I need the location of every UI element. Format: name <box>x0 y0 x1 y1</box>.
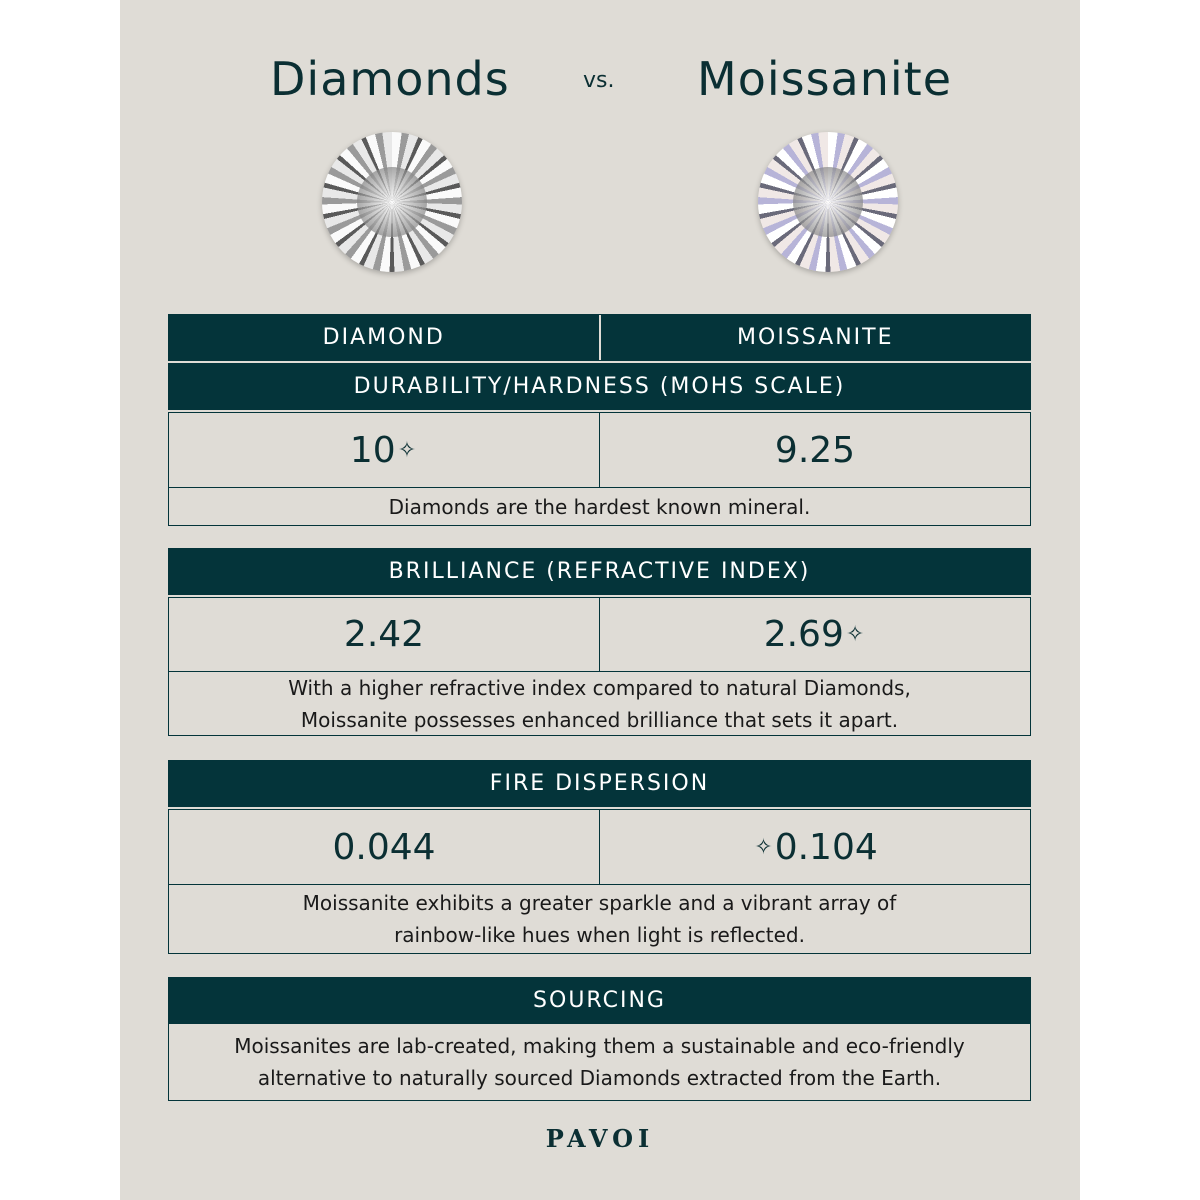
note-line: With a higher refractive index compared to natural Diamonds, <box>288 675 911 700</box>
diamond-value: 0.044 <box>332 826 436 868</box>
note: Diamonds are the hardest known mineral. <box>388 494 811 519</box>
section-title: DURABILITY/HARDNESS (MOHS SCALE) <box>353 374 846 399</box>
sparkle-icon: ✧ <box>397 437 417 463</box>
moissanite-value: 2.69 <box>763 614 844 655</box>
note-line: Moissanite possesses enhanced brilliance that sets it apart. <box>300 707 899 732</box>
diamond-value: 2.42 <box>343 614 425 655</box>
moissanite-value: 0.104 <box>774 826 878 868</box>
note-line: rainbow-like hues when light is reflected. <box>394 923 805 947</box>
diamond-value: 10 <box>349 429 396 471</box>
infographic <box>120 0 1080 1200</box>
header-diamond: DIAMOND <box>322 325 445 350</box>
note-line: Moissanite exhibits a greater sparkle and a vibrant array of <box>302 891 897 915</box>
title-moissanite: Moissanite <box>697 52 953 106</box>
section-fire <box>168 760 1031 954</box>
section-hardness <box>168 314 1031 526</box>
title-vs: vs. <box>583 68 615 93</box>
moissanite-image <box>758 132 898 272</box>
section-title: SOURCING <box>533 988 666 1013</box>
section-title: FIRE DISPERSION <box>489 771 710 796</box>
section-brilliance <box>168 548 1031 736</box>
moissanite-value: 9.25 <box>774 429 856 471</box>
diamond-image <box>322 132 462 272</box>
note-line: Moissanites are lab-created, making them a sustainable and eco-friendly <box>234 1034 965 1058</box>
section-sourcing <box>168 977 1031 1101</box>
note-line: alternative to naturally sourced Diamonds extracted from the Earth. <box>257 1066 942 1090</box>
brand-logo: PAVOI <box>545 1124 655 1153</box>
section-title: BRILLIANCE (REFRACTIVE INDEX) <box>388 559 811 584</box>
header-moissanite: MOISSANITE <box>737 325 894 350</box>
sparkle-icon: ✧ <box>754 834 773 860</box>
sparkle-icon: ✧ <box>845 622 865 647</box>
title-diamonds: Diamonds <box>270 52 510 106</box>
